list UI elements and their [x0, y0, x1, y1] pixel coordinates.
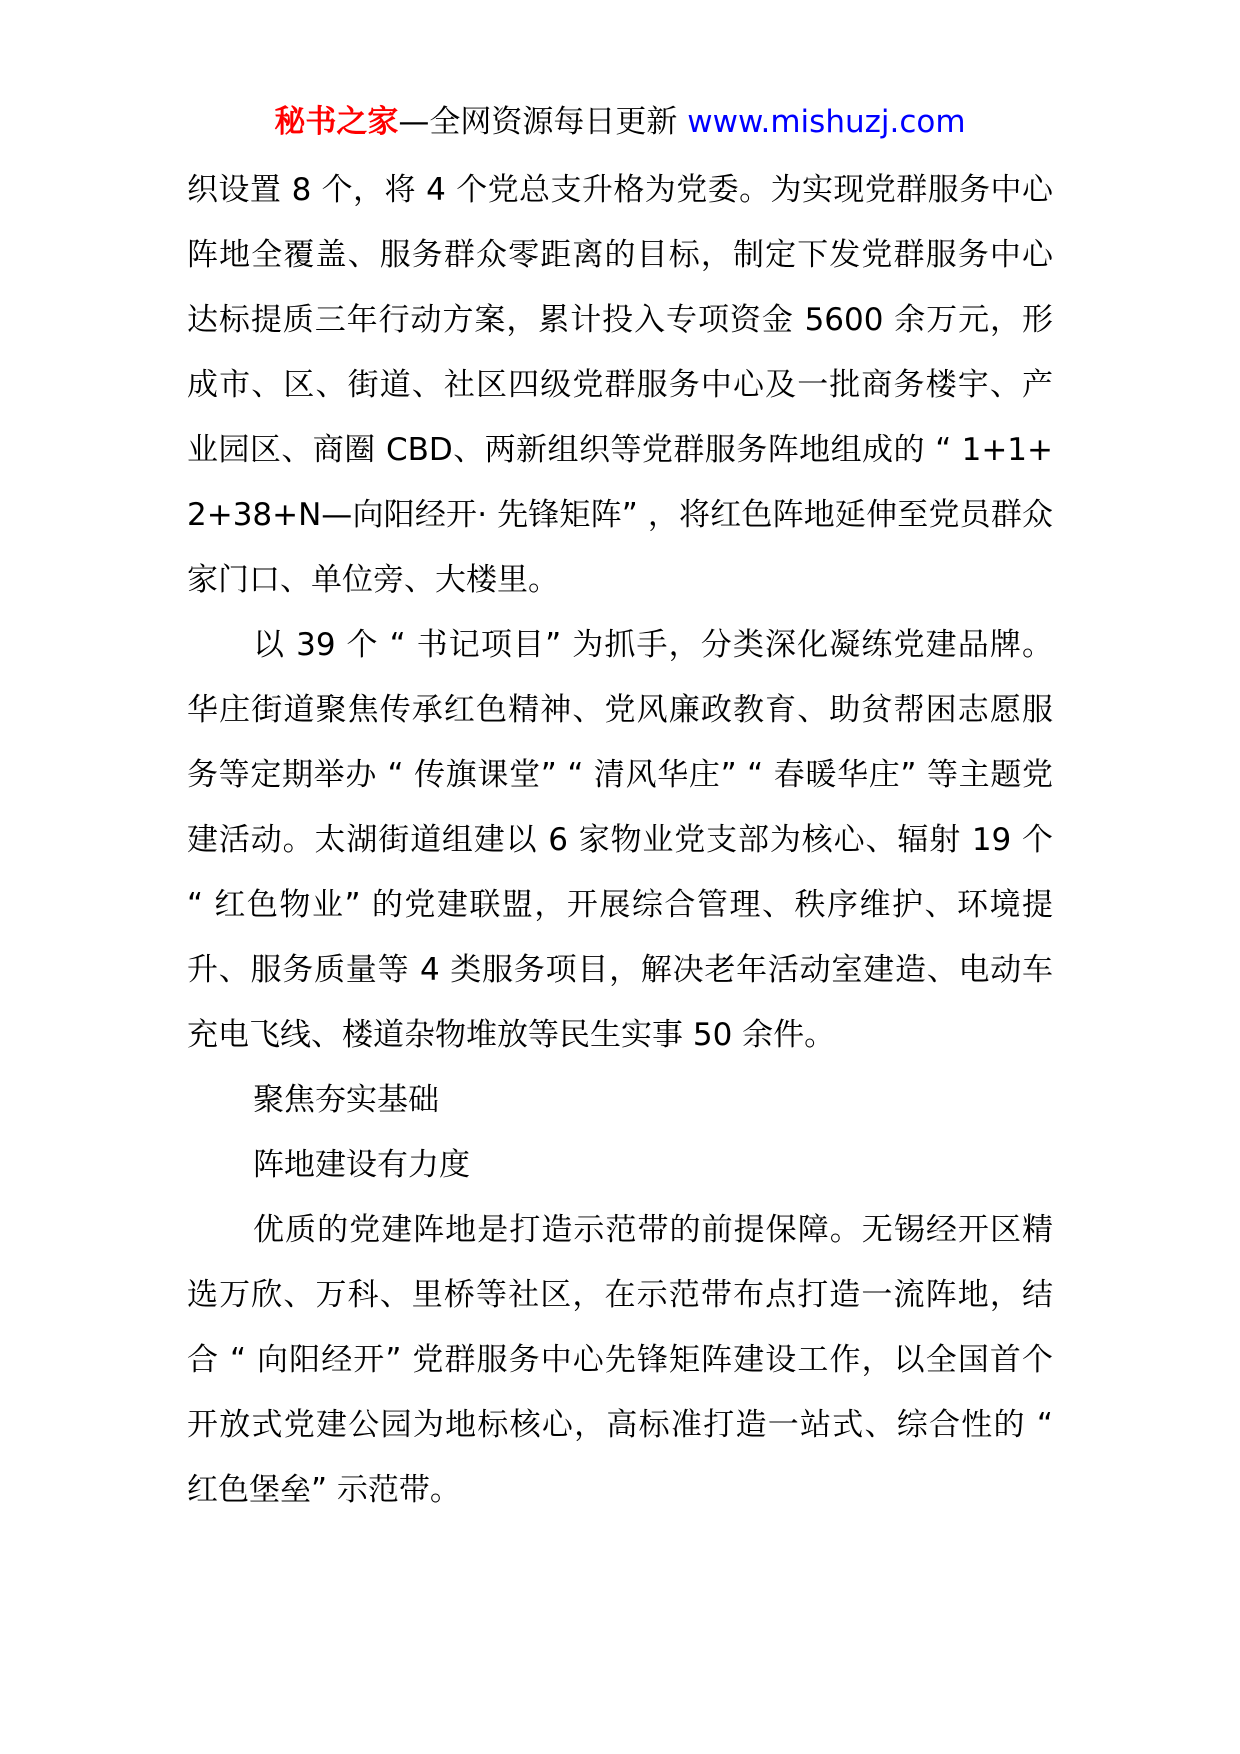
section-heading: 聚焦夯实基础: [253, 1082, 439, 1118]
paragraph-continued: 织设置 8 个，将 4 个党总支升格为党委。为实现党群服务中心阵地全覆盖、服务群众零距离的目标，制定下发党群服务中心达标提质三年行动方案，累计投入专项资金 5600 余万元，形成市、区、街道、社区四级党群服务中心及一批商务楼宇、产业园区、商圈 CBD、两新组织等党群服务阵地组成的 “ 1+1+2+38+N—向阳经开· 先锋矩阵” ，将红色阵地延伸至党员群众家门口、单位旁、大楼里。: [187, 172, 1053, 598]
document-body: [187, 158, 1053, 1523]
section-subheading: 阵地建设有力度: [253, 1147, 470, 1183]
site-tagline: —全网资源每日更新: [398, 104, 678, 140]
site-name: 秘书之家: [274, 104, 399, 140]
page-header: [0, 98, 1240, 146]
paragraph: 以 39 个 “ 书记项目” 为抓手，分类深化凝练党建品牌。华庄街道聚焦传承红色精神、党风廉政教育、助贫帮困志愿服务等定期举办 “ 传旗课堂” “ 清风华庄” “ 春暖华庄” 等主题党建活动。太湖街道组建以 6 家物业党支部为核心、辐射 19 个 “ 红色物业” 的党建联盟，开展综合管理、秩序维护、环境提升、服务质量等 4 类服务项目，解决老年活动室建造、电动车充电飞线、楼道杂物堆放等民生实事 50 余件。: [187, 627, 1053, 1053]
site-url-link[interactable]: www.mishuzj.com: [687, 104, 966, 140]
paragraph: 优质的党建阵地是打造示范带的前提保障。无锡经开区精选万欣、万科、里桥等社区，在示范带布点打造一流阵地，结合 “ 向阳经开” 党群服务中心先锋矩阵建设工作，以全国首个开放式党建公园为地标核心，高标准打造一站式、综合性的 “ 红色堡垒” 示范带。: [187, 1212, 1053, 1508]
